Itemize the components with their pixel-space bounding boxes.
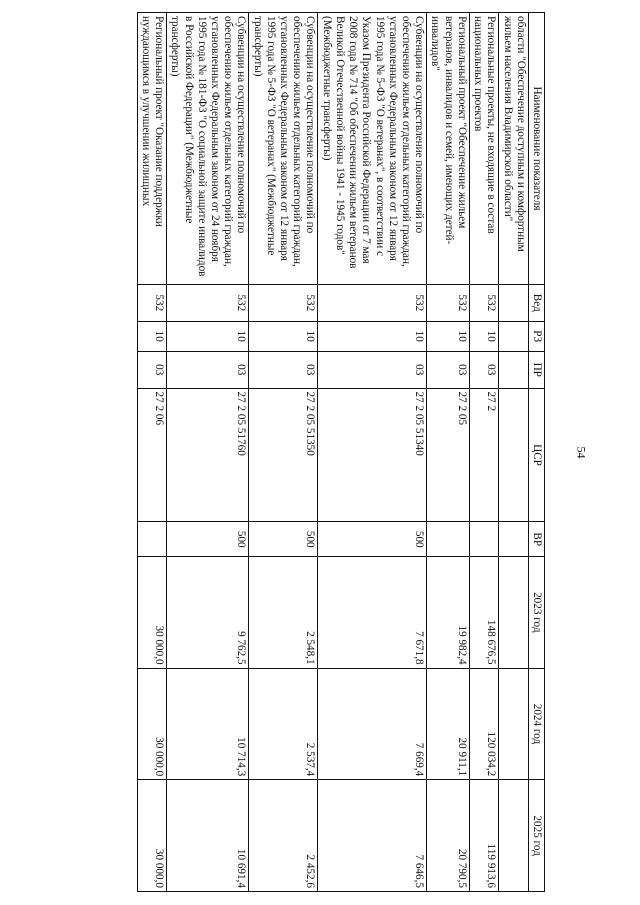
cell-vr: 500 [318,522,427,557]
budget-table [137,12,545,892]
cell-csr: 27 2 05 [427,388,470,522]
cell-name: Региональный проект "Оказание поддержки нуждающимся в улучшении жилищных [137,13,166,285]
cell-pr: 03 [469,351,498,388]
cell-y2023: 30 000,0 [137,556,166,668]
cell-pr: 03 [167,351,249,388]
header-vr: ВР [528,522,544,557]
header-csr: ЦСР [528,388,544,522]
cell-ved [499,285,528,322]
cell-ved: 532 [167,285,249,322]
table-row [427,13,470,892]
cell-vr: 500 [249,522,318,557]
cell-y2023: 7 671,8 [318,556,427,668]
cell-name: области "Обеспечение доступным и комфортным жильем населения Владимирской области" [499,13,528,285]
cell-rz: 10 [469,321,498,351]
cell-pr: 03 [427,351,470,388]
header-2023: 2023 год [528,556,544,668]
cell-name: Субвенции на осуществление полномочий по обеспечению жильем отдельных категорий граждан, установленных Федеральным законом от 24 ноября 1995 года № 181-ФЗ "О социальной защите инвалидов в Российской Федерации" (Межбюджетные трансферты) [167,13,249,285]
cell-y2025: 119 913,6 [469,780,498,892]
cell-y2023: 148 676,5 [469,556,498,668]
cell-y2025: 2 452,6 [249,780,318,892]
header-name: Наименование показателя [528,13,544,285]
header-2024: 2024 год [528,668,544,780]
table-row [499,13,528,892]
cell-rz [499,321,528,351]
cell-y2025: 30 000,0 [137,780,166,892]
cell-csr: 27 2 06 [137,388,166,522]
cell-vr [469,522,498,557]
header-ved: Вед [528,285,544,322]
cell-rz: 10 [249,321,318,351]
cell-y2024: 20 911,1 [427,668,470,780]
cell-y2024: 10 714,3 [167,668,249,780]
cell-vr: 500 [167,522,249,557]
cell-csr: 27 2 05 51760 [167,388,249,522]
cell-name: Региональный проект "Обеспечение жильем ветеранов, инвалидов и семей, имеющих детей-инвалидов" [427,13,470,285]
table-row [137,13,166,892]
cell-csr: 27 2 05 51350 [249,388,318,522]
cell-y2025: 10 691,4 [167,780,249,892]
budget-table-rotated [35,12,545,892]
table-row [249,13,318,892]
cell-name: Региональные проекты, не входящие в состав национальных проектов [469,13,498,285]
cell-csr [499,388,528,522]
table-row [469,13,498,892]
cell-rz: 10 [318,321,427,351]
page-number: 54 [574,446,589,459]
cell-y2024: 120 034,2 [469,668,498,780]
cell-y2023 [499,556,528,668]
cell-y2025: 7 646,5 [318,780,427,892]
table-header-row [528,13,544,892]
cell-vr [427,522,470,557]
cell-pr [499,351,528,388]
cell-pr: 03 [318,351,427,388]
cell-y2024: 2 537,4 [249,668,318,780]
cell-name: Субвенции на осуществление полномочий по обеспечению жильем отдельных категорий граждан, установленных Федеральным законом от 12 января 1995 года № 5-ФЗ "О ветеранах" (Межбюджетные трансферты) [249,13,318,285]
cell-y2023: 2 548,1 [249,556,318,668]
cell-csr: 27 2 05 51340 [318,388,427,522]
cell-vr [499,522,528,557]
cell-rz: 10 [137,321,166,351]
header-2025: 2025 год [528,780,544,892]
cell-rz: 10 [427,321,470,351]
table-row [167,13,249,892]
cell-y2023: 19 982,4 [427,556,470,668]
cell-y2025: 20 790,5 [427,780,470,892]
header-rz: РЗ [528,321,544,351]
cell-csr: 27 2 [469,388,498,522]
cell-y2024: 30 000,0 [137,668,166,780]
cell-ved: 532 [137,285,166,322]
cell-y2023: 9 762,5 [167,556,249,668]
cell-ved: 532 [318,285,427,322]
cell-vr [137,522,166,557]
table-row [318,13,427,892]
cell-rz: 10 [167,321,249,351]
cell-y2025 [499,780,528,892]
cell-ved: 532 [427,285,470,322]
cell-name: Субвенции на осуществление полномочий по обеспечению жильем отдельных категорий граждан, установленных Федеральным законом от 12 января 1995 года № 5-ФЗ "О ветеранах", в соответствии с Указом Президента Российской Федерации от 7 мая 2008 года № 714 "Об обеспечении жильем ветеранов Великой Отечественной войны 1941 - 1945 годов" (Межбюджетные трансферты) [318,13,427,285]
cell-pr: 03 [137,351,166,388]
cell-y2024 [499,668,528,780]
cell-y2024: 7 669,4 [318,668,427,780]
cell-ved: 532 [469,285,498,322]
header-pr: ПР [528,351,544,388]
cell-pr: 03 [249,351,318,388]
cell-ved: 532 [249,285,318,322]
